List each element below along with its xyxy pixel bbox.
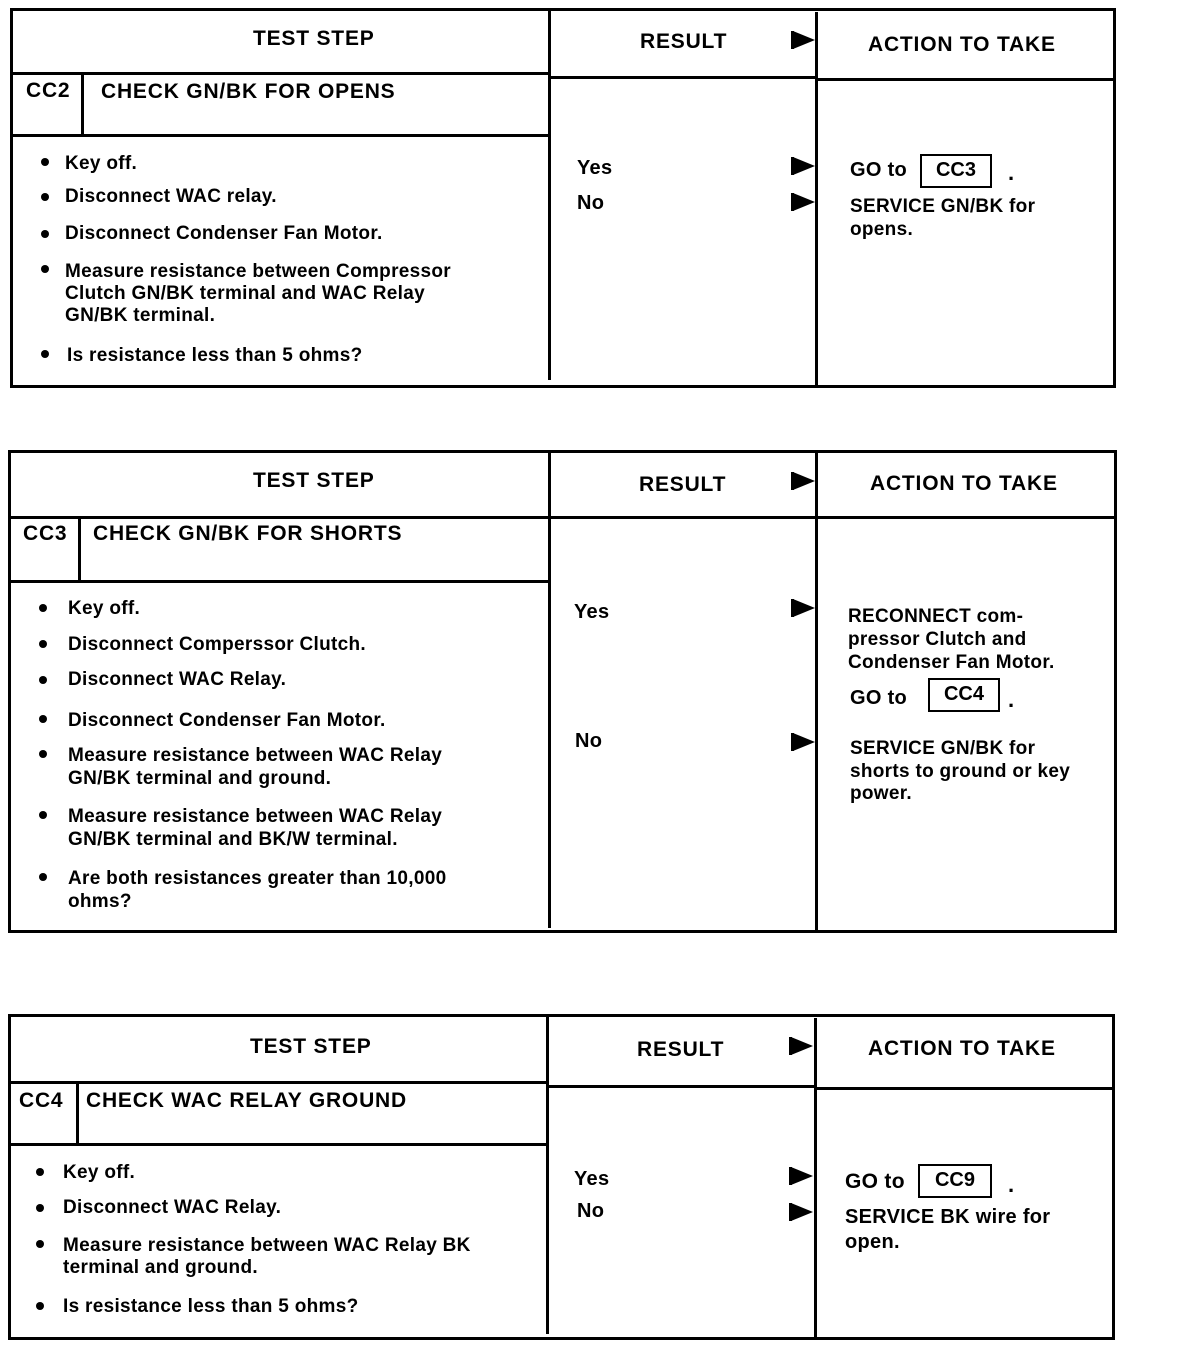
result-no: No [575,730,603,752]
step-text: Is resistance less than 5 ohms? [67,345,363,366]
step-text: Key off. [65,153,138,174]
divider [8,580,551,583]
result-yes: Yes [577,157,613,179]
step-text: Measure resistance between WAC Relay [68,745,443,766]
divider [10,134,551,137]
bullet-icon [41,350,49,358]
bullet-icon [39,715,47,723]
goto-label: GO to [850,687,908,709]
arrow-icon [793,31,815,49]
header-test-step: TEST STEP [250,1035,372,1058]
divider [8,516,1117,519]
header-result: RESULT [640,30,728,53]
step-text: Measure resistance between Compressor [65,261,451,282]
arrow-icon [793,733,815,751]
header-result: RESULT [637,1038,725,1061]
step-text: Disconnect WAC Relay. [63,1197,282,1218]
arrow-icon [793,193,815,211]
step-text: terminal and ground. [63,1257,258,1278]
divider [548,450,551,928]
bullet-icon [36,1168,44,1176]
divider [814,1018,817,1338]
step-text: Key off. [68,598,141,619]
action-text: open. [845,1231,900,1253]
divider [815,12,818,386]
divider [10,72,551,75]
step-text: Is resistance less than 5 ohms? [63,1296,359,1317]
divider [78,516,81,582]
divider [8,1081,549,1084]
step-text: GN/BK terminal. [65,305,216,326]
arrow-icon [793,599,815,617]
header-action: ACTION TO TAKE [868,33,1056,56]
divider [815,78,1116,81]
header-test-step: TEST STEP [253,27,375,50]
goto-ref-box: CC9 [918,1164,992,1198]
bullet-icon [39,640,47,648]
result-no: No [577,192,605,214]
bullet-icon [39,873,47,881]
test-id: CC4 [19,1089,64,1112]
goto-ref-box: CC3 [920,154,992,188]
divider [548,8,551,380]
step-text: Disconnect Comperssor Clutch. [68,634,366,655]
bullet-icon [39,811,47,819]
step-text: Measure resistance between WAC Relay BK [63,1235,471,1256]
arrow-icon [791,1037,813,1055]
bullet-icon [36,1302,44,1310]
bullet-icon [39,750,47,758]
period: . [1008,687,1015,712]
arrow-icon [791,1203,813,1221]
divider [551,76,817,79]
divider [546,1085,816,1088]
action-text: opens. [850,219,914,240]
result-no: No [577,1200,605,1222]
header-test-step: TEST STEP [253,469,375,492]
step-text: Disconnect WAC relay. [65,186,277,207]
divider [76,1081,79,1145]
bullet-icon [41,193,49,201]
goto-label: GO to [845,1170,905,1193]
result-yes: Yes [574,1168,610,1190]
action-text: SERVICE GN/BK for [850,196,1036,217]
header-result: RESULT [639,473,727,496]
result-yes: Yes [574,601,610,623]
bullet-icon [41,230,49,238]
step-text: Key off. [63,1162,136,1183]
test-id: CC2 [26,79,71,102]
arrow-icon [791,1167,813,1185]
bullet-icon [36,1204,44,1212]
header-action: ACTION TO TAKE [870,472,1058,495]
step-text: Disconnect Condenser Fan Motor. [68,710,386,731]
step-text: ohms? [68,891,132,912]
goto-label: GO to [850,159,908,181]
period: . [1008,160,1015,185]
step-text: Disconnect Condenser Fan Motor. [65,223,383,244]
step-text: Are both resistances greater than 10,000 [68,868,447,889]
divider [814,1087,1115,1090]
divider [81,72,84,136]
bullet-icon [36,1240,44,1248]
period: . [1008,1172,1015,1197]
action-text: Condenser Fan Motor. [848,652,1055,673]
action-text: RECONNECT com- [848,606,1024,627]
bullet-icon [41,265,49,273]
bullet-icon [41,158,49,166]
action-text: SERVICE GN/BK for [850,738,1036,759]
test-id: CC3 [23,522,68,545]
action-text: SERVICE BK wire for [845,1206,1051,1228]
test-title: CHECK WAC RELAY GROUND [86,1089,407,1112]
divider [546,1016,549,1334]
divider [8,1143,549,1146]
action-text: pressor Clutch and [848,629,1027,650]
action-text: shorts to ground or key [850,761,1071,782]
header-action: ACTION TO TAKE [868,1037,1056,1060]
goto-ref-box: CC4 [928,678,1000,712]
arrow-icon [793,472,815,490]
bullet-icon [39,604,47,612]
step-text: GN/BK terminal and BK/W terminal. [68,829,398,850]
step-text: Disconnect WAC Relay. [68,669,287,690]
test-title: CHECK GN/BK FOR SHORTS [93,522,403,545]
divider [815,452,818,931]
step-text: Clutch GN/BK terminal and WAC Relay [65,283,425,304]
step-text: GN/BK terminal and ground. [68,768,332,789]
arrow-icon [793,157,815,175]
action-text: power. [850,783,912,804]
step-text: Measure resistance between WAC Relay [68,806,443,827]
test-title: CHECK GN/BK FOR OPENS [101,80,396,103]
bullet-icon [39,676,47,684]
